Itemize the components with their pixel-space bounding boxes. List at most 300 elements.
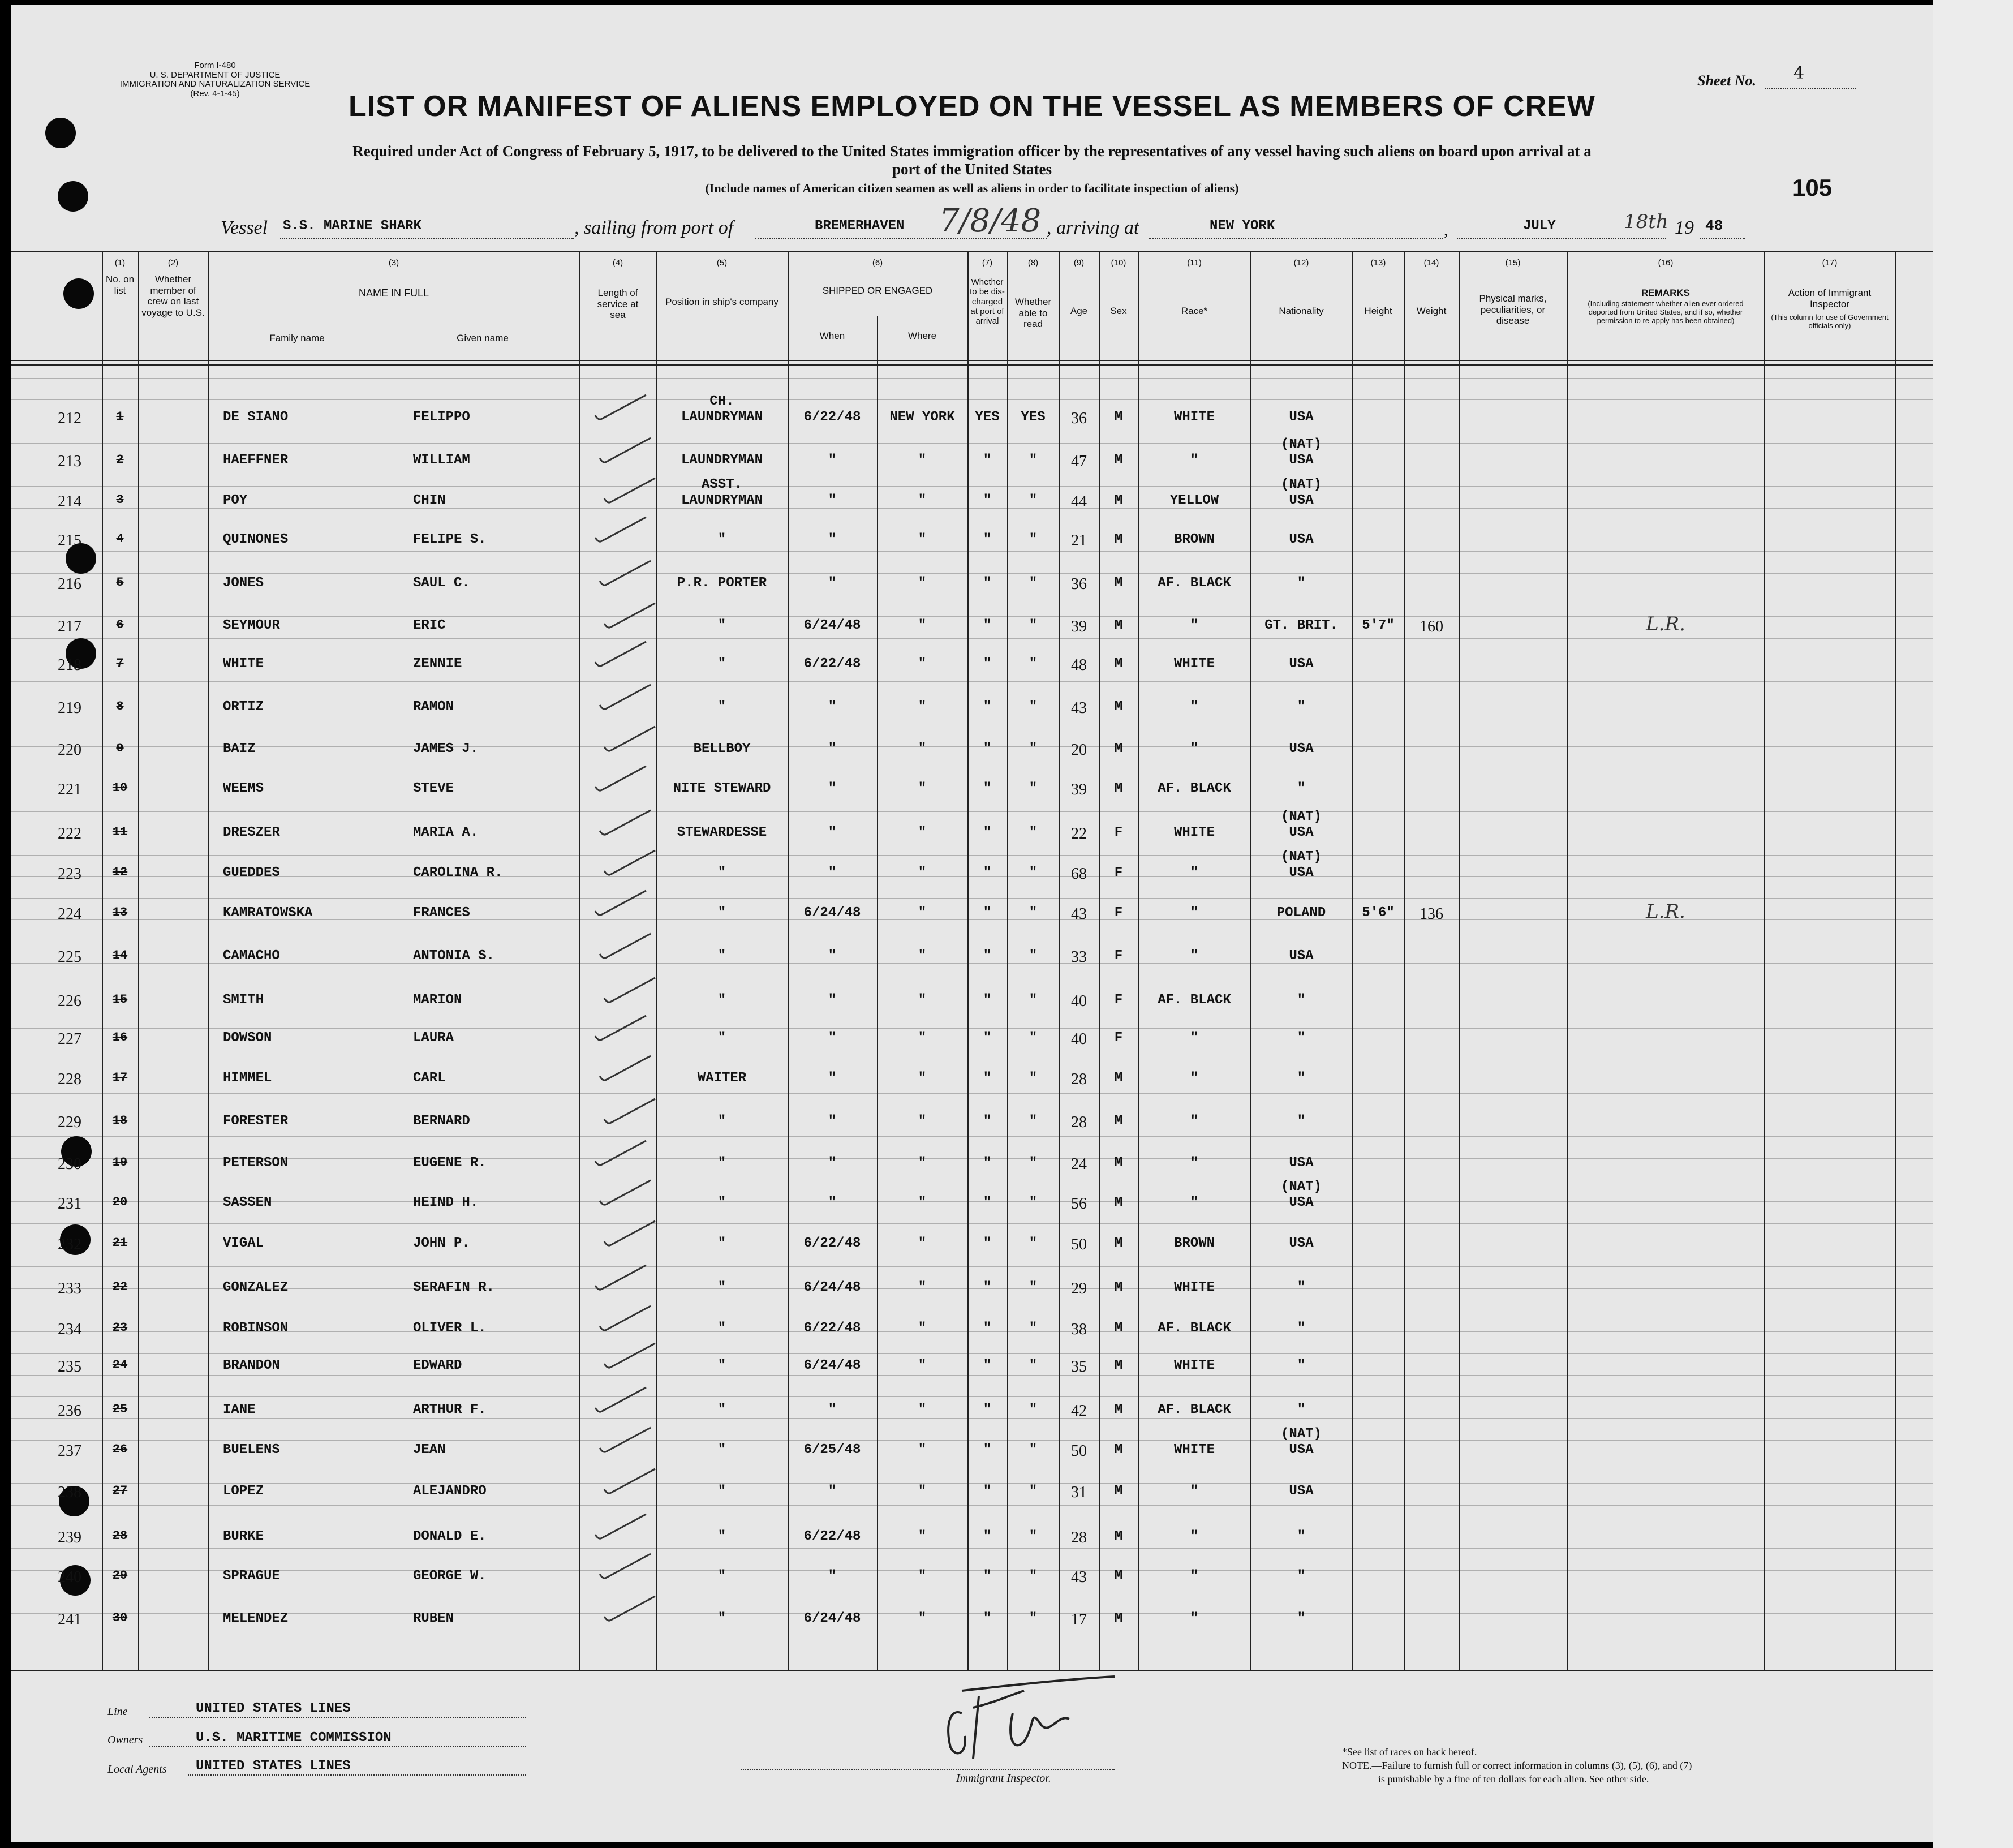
cell-given: EUGENE R.: [413, 1155, 487, 1171]
cell-age: 43: [1071, 905, 1087, 923]
cell-age: 28: [1071, 1114, 1087, 1131]
checkmark-icon: [600, 1056, 651, 1080]
cell-given: SERAFIN R.: [413, 1280, 495, 1295]
cell-read: ": [1029, 1030, 1038, 1046]
col-14-number: (14): [1423, 258, 1439, 268]
owners-underline: [149, 1746, 526, 1747]
cell-sex: M: [1114, 1071, 1123, 1086]
cell-read: ": [1029, 825, 1038, 840]
cell-where: ": [918, 1321, 927, 1336]
cell-line: 213: [58, 453, 81, 470]
col-16-note: (Including statement whether alien ever ordered deported from United States, and if so, whether permission to re-apply has been obtained): [1588, 299, 1744, 325]
col-12-number: (12): [1293, 258, 1309, 268]
cell-no: 29: [112, 1568, 128, 1583]
arriving-label: , arriving at: [1047, 217, 1139, 238]
cell-no: 2: [116, 453, 124, 467]
cell-given: FELIPPO: [413, 410, 470, 425]
cell-nationality: USA: [1289, 656, 1314, 672]
cell-read: ": [1029, 1358, 1038, 1373]
cell-when: ": [828, 453, 837, 468]
cell-nationality: ": [1297, 1529, 1306, 1544]
cell-given: FELIPE S.: [413, 532, 487, 547]
cell-given: DONALD E.: [413, 1529, 487, 1544]
cell-given: JAMES J.: [413, 741, 479, 757]
sheet-number: 4: [1793, 63, 1805, 83]
cell-sex: M: [1114, 781, 1123, 796]
col-3-number: (3): [388, 258, 399, 268]
col-line: [208, 251, 209, 1670]
agents-underline: [188, 1774, 526, 1776]
cell-sex: F: [1114, 948, 1123, 964]
checkmark-icon: [604, 978, 655, 1002]
cell-nationality: ": [1297, 1114, 1306, 1129]
cell-age: 36: [1071, 575, 1087, 593]
cell-read: ": [1029, 1195, 1038, 1210]
col-4-number: (4): [612, 258, 623, 268]
cell-when: ": [828, 825, 837, 840]
cell-family: HIMMEL: [223, 1071, 272, 1086]
cell-no: 23: [112, 1321, 128, 1335]
header-bottom-double: [11, 364, 1933, 366]
cell-when: 6/22/48: [803, 1236, 861, 1251]
cell-no: 24: [112, 1358, 128, 1372]
form-service: IMMIGRATION AND NATURALIZATION SERVICE: [119, 79, 311, 89]
cell-age: 43: [1071, 1568, 1087, 1586]
vessel-underline: [280, 238, 574, 239]
cell-where: ": [918, 825, 927, 840]
cell-given: EDWARD: [413, 1358, 462, 1373]
cell-read: ": [1029, 1071, 1038, 1086]
col-17-header: Action of Immigrant Inspector: [1788, 287, 1872, 310]
cell-position: CH. LAUNDRYMAN: [681, 394, 763, 425]
cell-race: AF. BLACK: [1158, 1321, 1231, 1336]
cell-read: ": [1029, 1568, 1038, 1584]
cell-given: ZENNIE: [413, 656, 462, 672]
cell-position: STEWARDESSE: [677, 825, 767, 840]
cell-discharged: ": [983, 1568, 992, 1584]
cell-discharged: ": [983, 1442, 992, 1458]
cell-discharged: ": [983, 1484, 992, 1499]
cell-age: 36: [1071, 410, 1087, 427]
cell-read: ": [1029, 1402, 1038, 1417]
cell-when: 6/24/48: [803, 1611, 861, 1626]
cell-sex: M: [1114, 1321, 1123, 1336]
col-7-number: (7): [982, 258, 993, 268]
cell-discharged: YES: [975, 410, 1000, 425]
form-revision: (Rev. 4-1-45): [190, 88, 240, 98]
cell-discharged: ": [983, 825, 992, 840]
cell-nationality: ": [1297, 1280, 1306, 1295]
cell-race: ": [1190, 1195, 1199, 1210]
cell-discharged: ": [983, 1114, 992, 1129]
ruled-line: [11, 399, 1933, 400]
cell-given: ANTONIA S.: [413, 948, 495, 964]
cell-given: ARTHUR F.: [413, 1402, 487, 1417]
cell-when: ": [828, 1568, 837, 1584]
checkmark-icon: [595, 891, 646, 915]
cell-given: BERNARD: [413, 1114, 470, 1129]
inspector-signature: [928, 1674, 1143, 1776]
cell-line: 220: [58, 741, 81, 759]
col-6-header: SHIPPED OR ENGAGED: [822, 285, 933, 296]
cell-race: WHITE: [1173, 656, 1215, 672]
penalty-note-2: is punishable by a fine of ten dollars for each alien. See other side.: [1378, 1773, 1649, 1785]
cell-when: ": [828, 741, 837, 757]
cell-given: MARIA A.: [413, 825, 479, 840]
cell-read: ": [1029, 1236, 1038, 1251]
manifest-sheet: [11, 5, 1933, 1842]
col-1-number: (1): [114, 258, 126, 268]
checkmark-icon: [600, 810, 651, 835]
cell-nationality: ": [1297, 1568, 1306, 1584]
checkmark-icon: [604, 1343, 655, 1368]
cell-family: DOWSON: [223, 1030, 272, 1046]
checkmark-icon: [600, 438, 651, 462]
checkmark-icon: [604, 1099, 655, 1123]
cell-sex: M: [1114, 1195, 1123, 1210]
col-line: [1895, 251, 1896, 1670]
cell-race: ": [1190, 1114, 1199, 1129]
ruled-line: [11, 963, 1933, 964]
cell-no: 28: [112, 1529, 128, 1543]
cell-where: ": [918, 1529, 927, 1544]
cell-when: ": [828, 948, 837, 964]
cell-no: 11: [112, 825, 128, 839]
cell-line: 237: [58, 1442, 81, 1460]
cell-position: ": [717, 1529, 726, 1544]
cell-family: FORESTER: [223, 1114, 289, 1129]
cell-sex: M: [1114, 1155, 1123, 1171]
ruled-line: [11, 811, 1933, 812]
cell-race: WHITE: [1173, 410, 1215, 425]
cell-read: ": [1029, 865, 1038, 880]
vessel-label: Vessel: [221, 217, 268, 238]
cell-nationality: ": [1297, 992, 1306, 1008]
cell-read: ": [1029, 1321, 1038, 1336]
cell-discharged: ": [983, 1280, 992, 1295]
ruled-line: [11, 1418, 1933, 1419]
cell-read: ": [1029, 618, 1038, 633]
cell-sex: M: [1114, 1280, 1123, 1295]
cell-weight: 160: [1420, 618, 1443, 635]
cell-discharged: ": [983, 1529, 992, 1544]
checkmark-icon: [604, 603, 655, 628]
cell-read: ": [1029, 699, 1038, 715]
cell-where: ": [918, 948, 927, 964]
cell-nationality: ": [1297, 1402, 1306, 1417]
ruled-line: [11, 681, 1933, 682]
col-14-header: Weight: [1416, 306, 1447, 316]
cell-discharged: ": [983, 741, 992, 757]
cell-read: ": [1029, 1529, 1038, 1544]
cell-weight: 136: [1420, 905, 1443, 923]
cell-discharged: ": [983, 1358, 992, 1373]
cell-given: ERIC: [413, 618, 446, 633]
cell-line: 227: [58, 1030, 81, 1048]
subtitle-3: (Include names of American citizen seamen as well as aliens in order to facilitate inspection of aliens): [705, 181, 1239, 195]
cell-family: SMITH: [223, 992, 264, 1008]
cell-line: 226: [58, 992, 81, 1010]
cell-position: ": [717, 1568, 726, 1584]
cell-position: P.R. PORTER: [677, 575, 767, 591]
cell-when: ": [828, 1484, 837, 1499]
cell-race: BROWN: [1173, 532, 1215, 547]
cell-read: ": [1029, 905, 1038, 921]
col-line: [877, 316, 878, 1670]
cell-family: KAMRATOWSKA: [223, 905, 313, 921]
cell-discharged: ": [983, 1030, 992, 1046]
cell-sex: M: [1114, 1442, 1123, 1458]
cell-nationality: ": [1297, 1030, 1306, 1046]
cell-sex: F: [1114, 992, 1123, 1008]
cell-line: 222: [58, 825, 81, 843]
checkmark-icon: [595, 1514, 646, 1538]
ruled-line: [11, 1548, 1933, 1549]
cell-nationality: POLAND: [1276, 905, 1326, 921]
cell-position: ": [717, 1155, 726, 1171]
cell-when: 6/22/48: [803, 1529, 861, 1544]
cell-no: 10: [112, 781, 128, 795]
cell-given: MARION: [413, 992, 462, 1008]
cell-position: ": [717, 618, 726, 633]
col-10-header: Sex: [1110, 306, 1127, 316]
cell-given: FRANCES: [413, 905, 470, 921]
punch-hole: [63, 278, 94, 309]
cell-when: ": [828, 1195, 837, 1210]
col-15-number: (15): [1505, 258, 1521, 268]
cell-nationality: ": [1297, 1071, 1306, 1086]
cell-when: ": [828, 1030, 837, 1046]
cell-position: WAITER: [697, 1071, 747, 1086]
cell-family: BUELENS: [223, 1442, 280, 1458]
cell-family: WEEMS: [223, 781, 264, 796]
cell-race: AF. BLACK: [1158, 781, 1231, 796]
cell-when: 6/24/48: [803, 905, 861, 921]
cell-line: 218: [58, 656, 81, 674]
cell-when: 6/24/48: [803, 618, 861, 633]
page-edge: [1933, 0, 2013, 1848]
cell-line: 236: [58, 1402, 81, 1420]
cell-line: 239: [58, 1529, 81, 1546]
checkmark-icon: [600, 1428, 651, 1452]
cell-discharged: ": [983, 453, 992, 468]
cell-age: 68: [1071, 865, 1087, 883]
vessel-name: S.S. MARINE SHARK: [283, 218, 421, 234]
cell-family: IANE: [223, 1402, 256, 1417]
cell-age: 31: [1071, 1484, 1087, 1501]
cell-age: 39: [1071, 781, 1087, 798]
inspector-label: Immigrant Inspector.: [956, 1772, 1051, 1785]
cell-nationality: USA: [1289, 1155, 1314, 1171]
cell-race: ": [1190, 1529, 1199, 1544]
cell-discharged: ": [983, 1155, 992, 1171]
col-13-number: (13): [1370, 258, 1386, 268]
cell-age: 50: [1071, 1236, 1087, 1253]
arrival-year: 48: [1705, 217, 1723, 234]
cell-race: ": [1190, 948, 1199, 964]
cell-line: 228: [58, 1071, 81, 1088]
cell-family: GUEDDES: [223, 865, 280, 880]
subtitle-1: Required under Act of Congress of February 5, 1917, to be delivered to the United States immigration officer by the representatives of any vessel having such aliens on board upon arrival at a: [352, 143, 1592, 160]
cell-race: ": [1190, 618, 1199, 633]
cell-no: 21: [112, 1236, 128, 1250]
cell-position: ": [717, 1236, 726, 1251]
cell-race: ": [1190, 1155, 1199, 1171]
cell-discharged: ": [983, 575, 992, 591]
col-1-header: No. on list: [105, 274, 135, 296]
cell-line: 238: [58, 1484, 81, 1501]
checkmark-icon: [600, 561, 651, 585]
cell-given: GEORGE W.: [413, 1568, 487, 1584]
sheet-label: Sheet No.: [1697, 72, 1756, 89]
ruled-line: [11, 1136, 1933, 1137]
cell-where: ": [918, 905, 927, 921]
checkmark-icon: [600, 685, 651, 709]
col-line: [1764, 251, 1765, 1670]
col-7-header: Whether to be dis-charged at port of arrival: [970, 277, 1005, 326]
cell-family: DRESZER: [223, 825, 280, 840]
comma: ,: [1444, 221, 1448, 239]
cell-where: ": [918, 699, 927, 715]
col-9-header: Age: [1070, 306, 1088, 316]
cell-age: 17: [1071, 1611, 1087, 1628]
cell-age: 40: [1071, 992, 1087, 1010]
cell-race: ": [1190, 699, 1199, 715]
col-13-header: Height: [1364, 306, 1392, 316]
cell-race: ": [1190, 453, 1199, 468]
ruled-line: [11, 508, 1933, 509]
ruled-line: [11, 855, 1933, 856]
cell-given: WILLIAM: [413, 453, 470, 468]
cell-age: 42: [1071, 1402, 1087, 1420]
cell-nationality: ": [1297, 699, 1306, 715]
cell-sex: M: [1114, 618, 1123, 633]
subtitle-2: port of the United States: [892, 161, 1052, 178]
cell-sex: M: [1114, 1402, 1123, 1417]
col-10-number: (10): [1111, 258, 1126, 268]
cell-family: VIGAL: [223, 1236, 264, 1251]
cell-nationality: USA: [1289, 1484, 1314, 1499]
cell-where: ": [918, 1611, 927, 1626]
cell-height: 5'7": [1362, 618, 1395, 633]
cell-position: ": [717, 699, 726, 715]
cell-discharged: ": [983, 905, 992, 921]
cell-sex: M: [1114, 1568, 1123, 1584]
cell-no: 19: [112, 1155, 128, 1170]
cell-position: ": [717, 865, 726, 880]
cell-when: ": [828, 992, 837, 1008]
cell-race: YELLOW: [1169, 493, 1219, 508]
cell-family: CAMACHO: [223, 948, 280, 964]
cell-when: ": [828, 493, 837, 508]
cell-no: 22: [112, 1280, 128, 1294]
cell-discharged: ": [983, 865, 992, 880]
cell-sex: F: [1114, 865, 1123, 880]
cell-sex: M: [1114, 1114, 1123, 1129]
checkmark-icon: [600, 1180, 651, 1205]
cell-discharged: ": [983, 1195, 992, 1210]
cell-no: 12: [112, 865, 128, 879]
checkmark-icon: [595, 1387, 646, 1412]
cell-where: ": [918, 493, 927, 508]
col-3b-header: Given name: [457, 333, 509, 343]
checkmark-icon: [595, 642, 646, 666]
cell-family: MELENDEZ: [223, 1611, 289, 1626]
ruled-line: [11, 443, 1933, 444]
ruled-line: [11, 898, 1933, 899]
cell-age: 22: [1071, 825, 1087, 843]
col-12-header: Nationality: [1279, 306, 1324, 316]
cell-position: ASST. LAUNDRYMAN: [681, 477, 763, 508]
cell-where: NEW YORK: [889, 410, 955, 425]
cell-position: NITE STEWARD: [673, 781, 771, 796]
cell-where: ": [918, 1114, 927, 1129]
line-underline: [149, 1717, 526, 1718]
date-underline: [1457, 238, 1666, 239]
cell-read: ": [1029, 741, 1038, 757]
cell-position: ": [717, 1611, 726, 1626]
ruled-line: [11, 551, 1933, 552]
cell-sex: M: [1114, 741, 1123, 757]
cell-race: ": [1190, 1568, 1199, 1584]
cell-sex: M: [1114, 1484, 1123, 1499]
cell-where: ": [918, 1568, 927, 1584]
cell-where: ": [918, 781, 927, 796]
cell-line: 225: [58, 948, 81, 966]
cell-family: LOPEZ: [223, 1484, 264, 1499]
cell-position: ": [717, 1402, 726, 1417]
cell-where: ": [918, 1071, 927, 1086]
col-15-header: Physical marks, peculiarities, or disease: [1479, 293, 1547, 326]
cell-when: 6/24/48: [803, 1280, 861, 1295]
cell-no: 27: [112, 1484, 128, 1498]
cell-race: WHITE: [1173, 1280, 1215, 1295]
cell-family: DE SIANO: [223, 410, 289, 425]
cell-line: 233: [58, 1280, 81, 1297]
col-line: [1352, 251, 1353, 1670]
cell-read: ": [1029, 1611, 1038, 1626]
cell-race: ": [1190, 905, 1199, 921]
cell-given: JEAN: [413, 1442, 446, 1458]
cell-no: 17: [112, 1071, 128, 1085]
ruled-line: [11, 1353, 1933, 1354]
cell-no: 4: [116, 532, 124, 546]
col-2-header: Whether member of crew on last voyage to U.S.: [141, 274, 205, 318]
cell-discharged: ": [983, 532, 992, 547]
checkmarks: [579, 367, 676, 1668]
arrival-underline: [1149, 238, 1443, 239]
cell-sex: M: [1114, 656, 1123, 672]
cell-sex: M: [1114, 1236, 1123, 1251]
cell-sex: M: [1114, 532, 1123, 547]
cell-family: ROBINSON: [223, 1321, 289, 1336]
cell-no: 18: [112, 1114, 128, 1128]
cell-discharged: ": [983, 493, 992, 508]
cell-position: ": [717, 948, 726, 964]
cell-age: 38: [1071, 1321, 1087, 1338]
cell-family: PETERSON: [223, 1155, 289, 1171]
ruled-line: [11, 1483, 1933, 1484]
cell-age: 47: [1071, 453, 1087, 470]
cell-age: 33: [1071, 948, 1087, 966]
col-5-number: (5): [716, 258, 728, 268]
arrival-day: 18th: [1624, 210, 1668, 233]
cell-age: 35: [1071, 1358, 1087, 1376]
cell-position: ": [717, 1030, 726, 1046]
arrival-port: NEW YORK: [1210, 218, 1275, 234]
cell-no: 9: [116, 741, 124, 755]
cell-read: YES: [1021, 410, 1046, 425]
